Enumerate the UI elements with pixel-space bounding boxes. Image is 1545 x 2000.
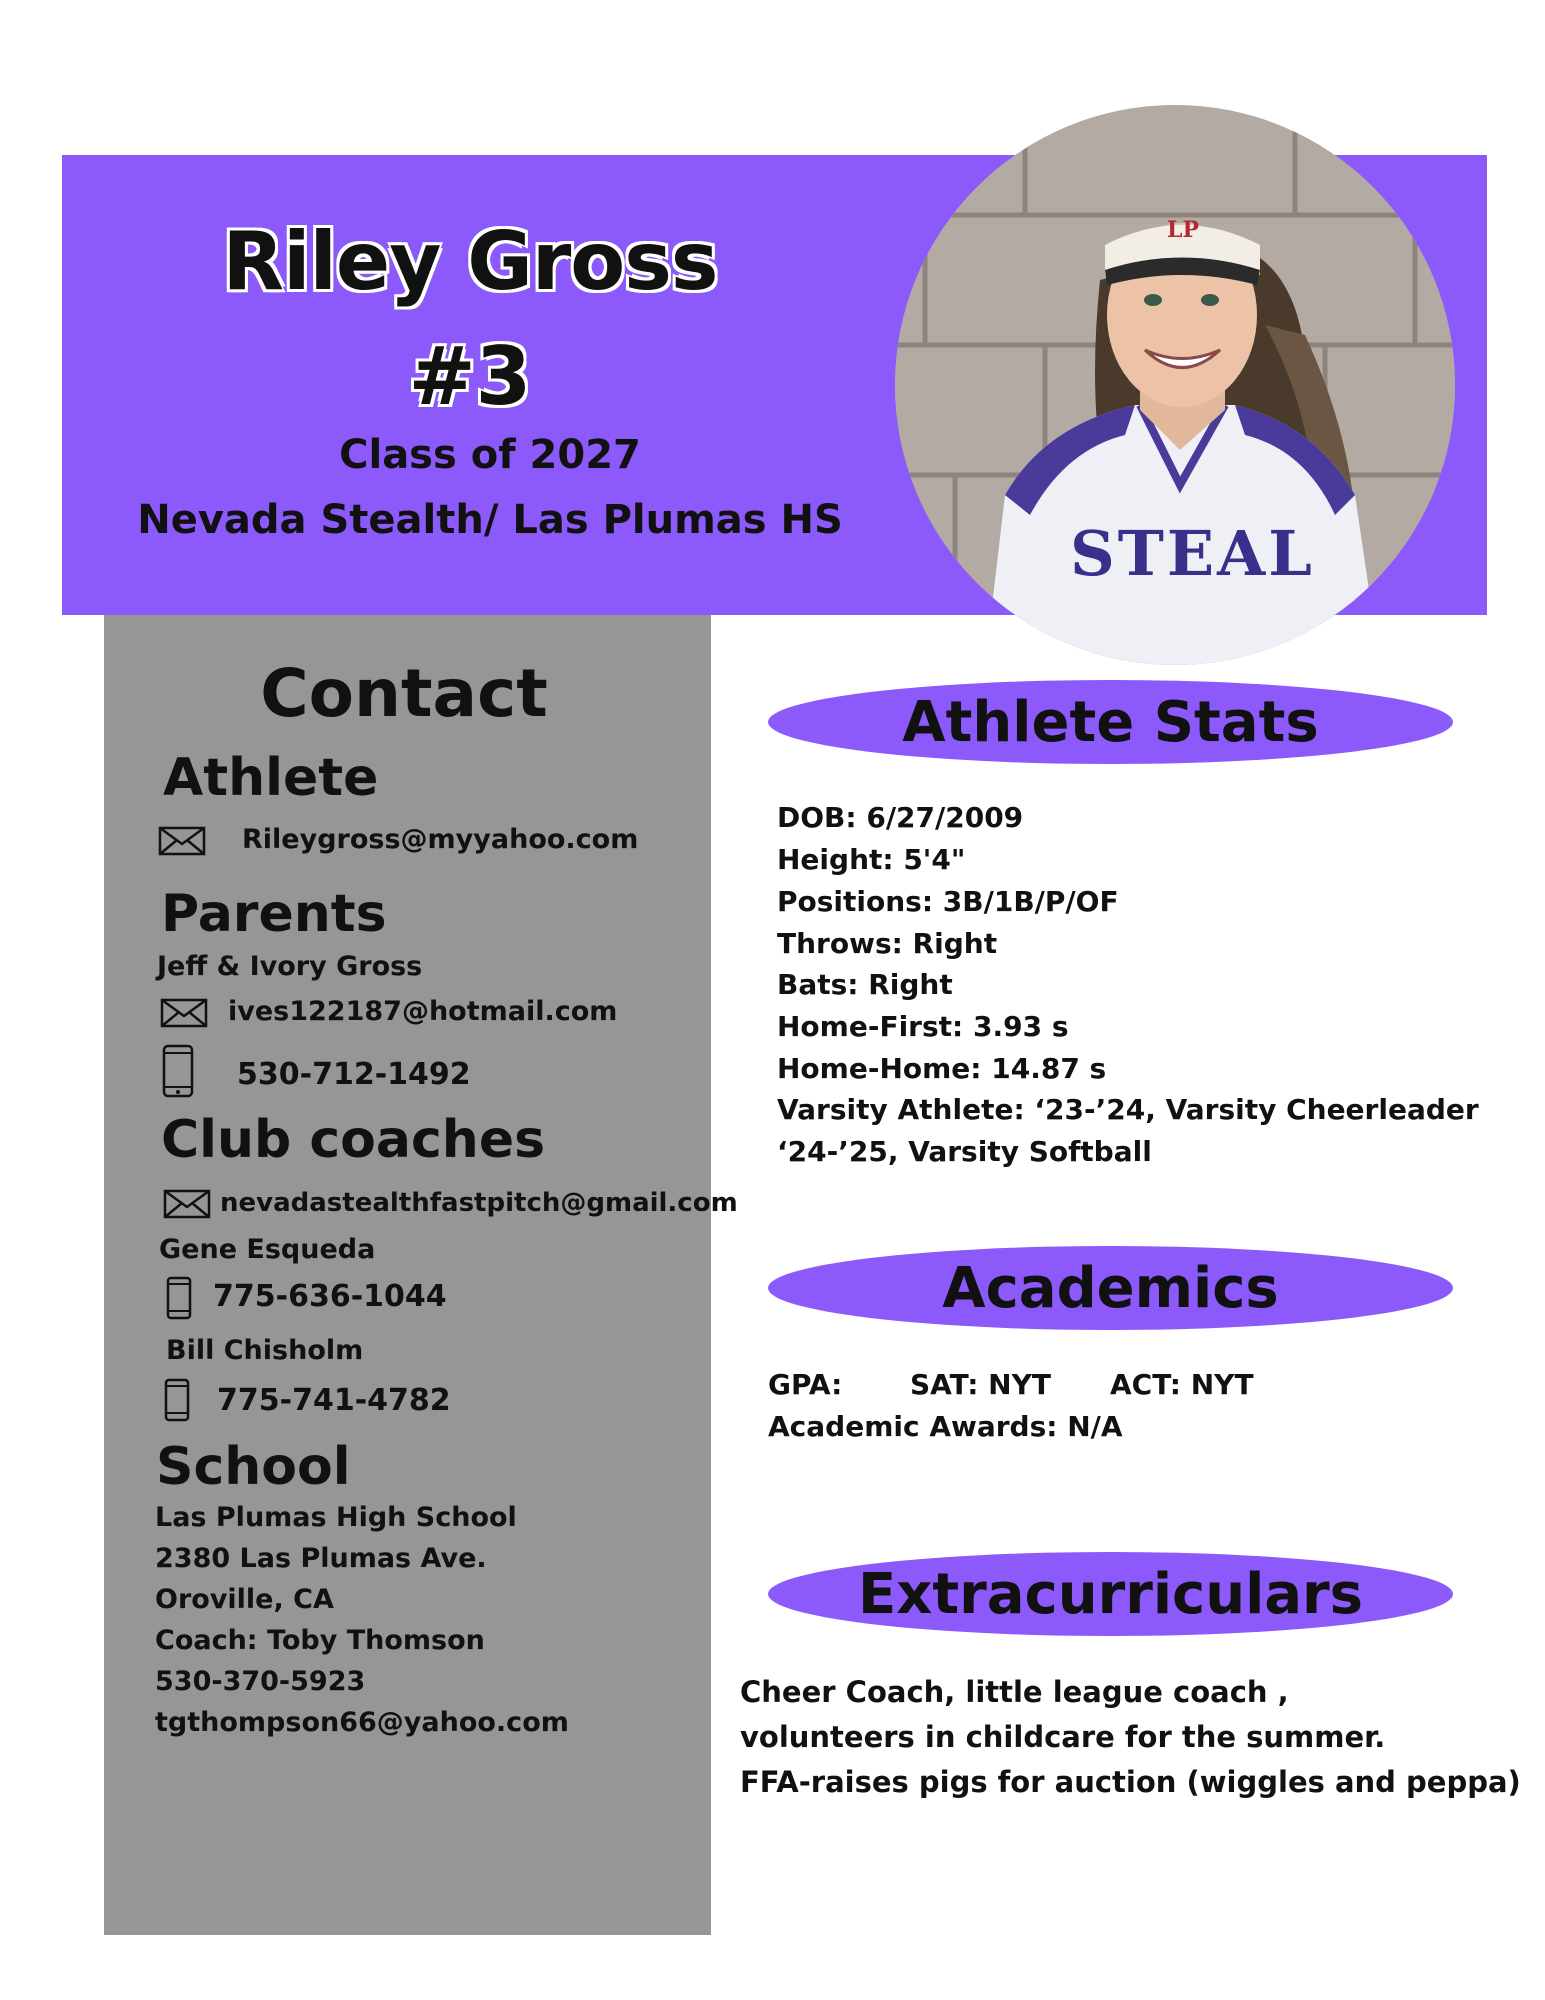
jersey-number: #3 [408, 330, 532, 423]
coach1-phone[interactable]: 775-636-1044 [213, 1279, 447, 1314]
extracurricular-line-3: FFA-raises pigs for auction (wiggles and peppa) [740, 1765, 1521, 1799]
phone-icon [162, 1044, 194, 1098]
team-school: Nevada Stealth/ Las Plumas HS [137, 497, 843, 543]
svg-text:LP: LP [1167, 217, 1200, 243]
mail-icon [160, 998, 208, 1028]
extracurriculars-heading: Extracurriculars [768, 1552, 1453, 1636]
coach1-name: Gene Esqueda [159, 1234, 376, 1265]
phone-icon [164, 1378, 190, 1422]
academics-heading: Academics [768, 1246, 1453, 1330]
svg-text:STEAL: STEAL [1070, 517, 1315, 590]
coach2-phone[interactable]: 775-741-4782 [217, 1383, 451, 1418]
contact-title: Contact [260, 655, 548, 732]
extracurricular-line-2: volunteers in childcare for the summer. [740, 1720, 1386, 1754]
stat-home-first: Home-First: 3.93 s [777, 1010, 1069, 1043]
phone-icon [166, 1276, 192, 1320]
athlete-name: Riley Gross [222, 215, 718, 308]
school-city: Oroville, CA [155, 1584, 334, 1615]
school-coach: Coach: Toby Thomson [155, 1625, 485, 1656]
stat-home-home: Home-Home: 14.87 s [777, 1052, 1107, 1085]
stat-varsity: Varsity Athlete: ‘23-’24, Varsity Cheerleader [777, 1093, 1479, 1126]
stat-varsity-cont: ‘24-’25, Varsity Softball [777, 1135, 1152, 1168]
extracurricular-line-1: Cheer Coach, little league coach , [740, 1675, 1289, 1709]
club-email[interactable]: nevadastealthfastpitch@gmail.com [220, 1188, 738, 1218]
academics-gpa: GPA: [768, 1368, 843, 1401]
academics-awards: Academic Awards: N/A [768, 1410, 1123, 1443]
school-heading: School [156, 1437, 351, 1497]
parents-names: Jeff & Ivory Gross [157, 951, 423, 982]
athlete-photo [895, 105, 1455, 665]
parents-heading: Parents [161, 884, 387, 944]
mail-icon [163, 1189, 211, 1219]
class-year: Class of 2027 [339, 432, 641, 478]
stat-positions: Positions: 3B/1B/P/OF [777, 885, 1119, 918]
stat-dob: DOB: 6/27/2009 [777, 801, 1024, 834]
school-phone[interactable]: 530-370-5923 [155, 1666, 366, 1697]
school-email[interactable]: tgthompson66@yahoo.com [155, 1707, 569, 1738]
mail-icon [158, 826, 206, 856]
stat-height: Height: 5'4" [777, 843, 966, 876]
school-address: 2380 Las Plumas Ave. [155, 1543, 487, 1574]
school-name: Las Plumas High School [155, 1502, 517, 1533]
coach2-name: Bill Chisholm [166, 1335, 364, 1366]
stats-heading: Athlete Stats [768, 680, 1453, 764]
athlete-heading: Athlete [163, 748, 379, 808]
stat-throws: Throws: Right [777, 927, 998, 960]
stat-bats: Bats: Right [777, 968, 953, 1001]
academics-sat: SAT: NYT [910, 1368, 1051, 1401]
athlete-email[interactable]: Rileygross@myyahoo.com [242, 824, 639, 855]
parents-email[interactable]: ives122187@hotmail.com [228, 996, 618, 1027]
academics-act: ACT: NYT [1110, 1368, 1254, 1401]
club-coaches-heading: Club coaches [161, 1110, 546, 1170]
parents-phone[interactable]: 530-712-1492 [237, 1057, 471, 1092]
